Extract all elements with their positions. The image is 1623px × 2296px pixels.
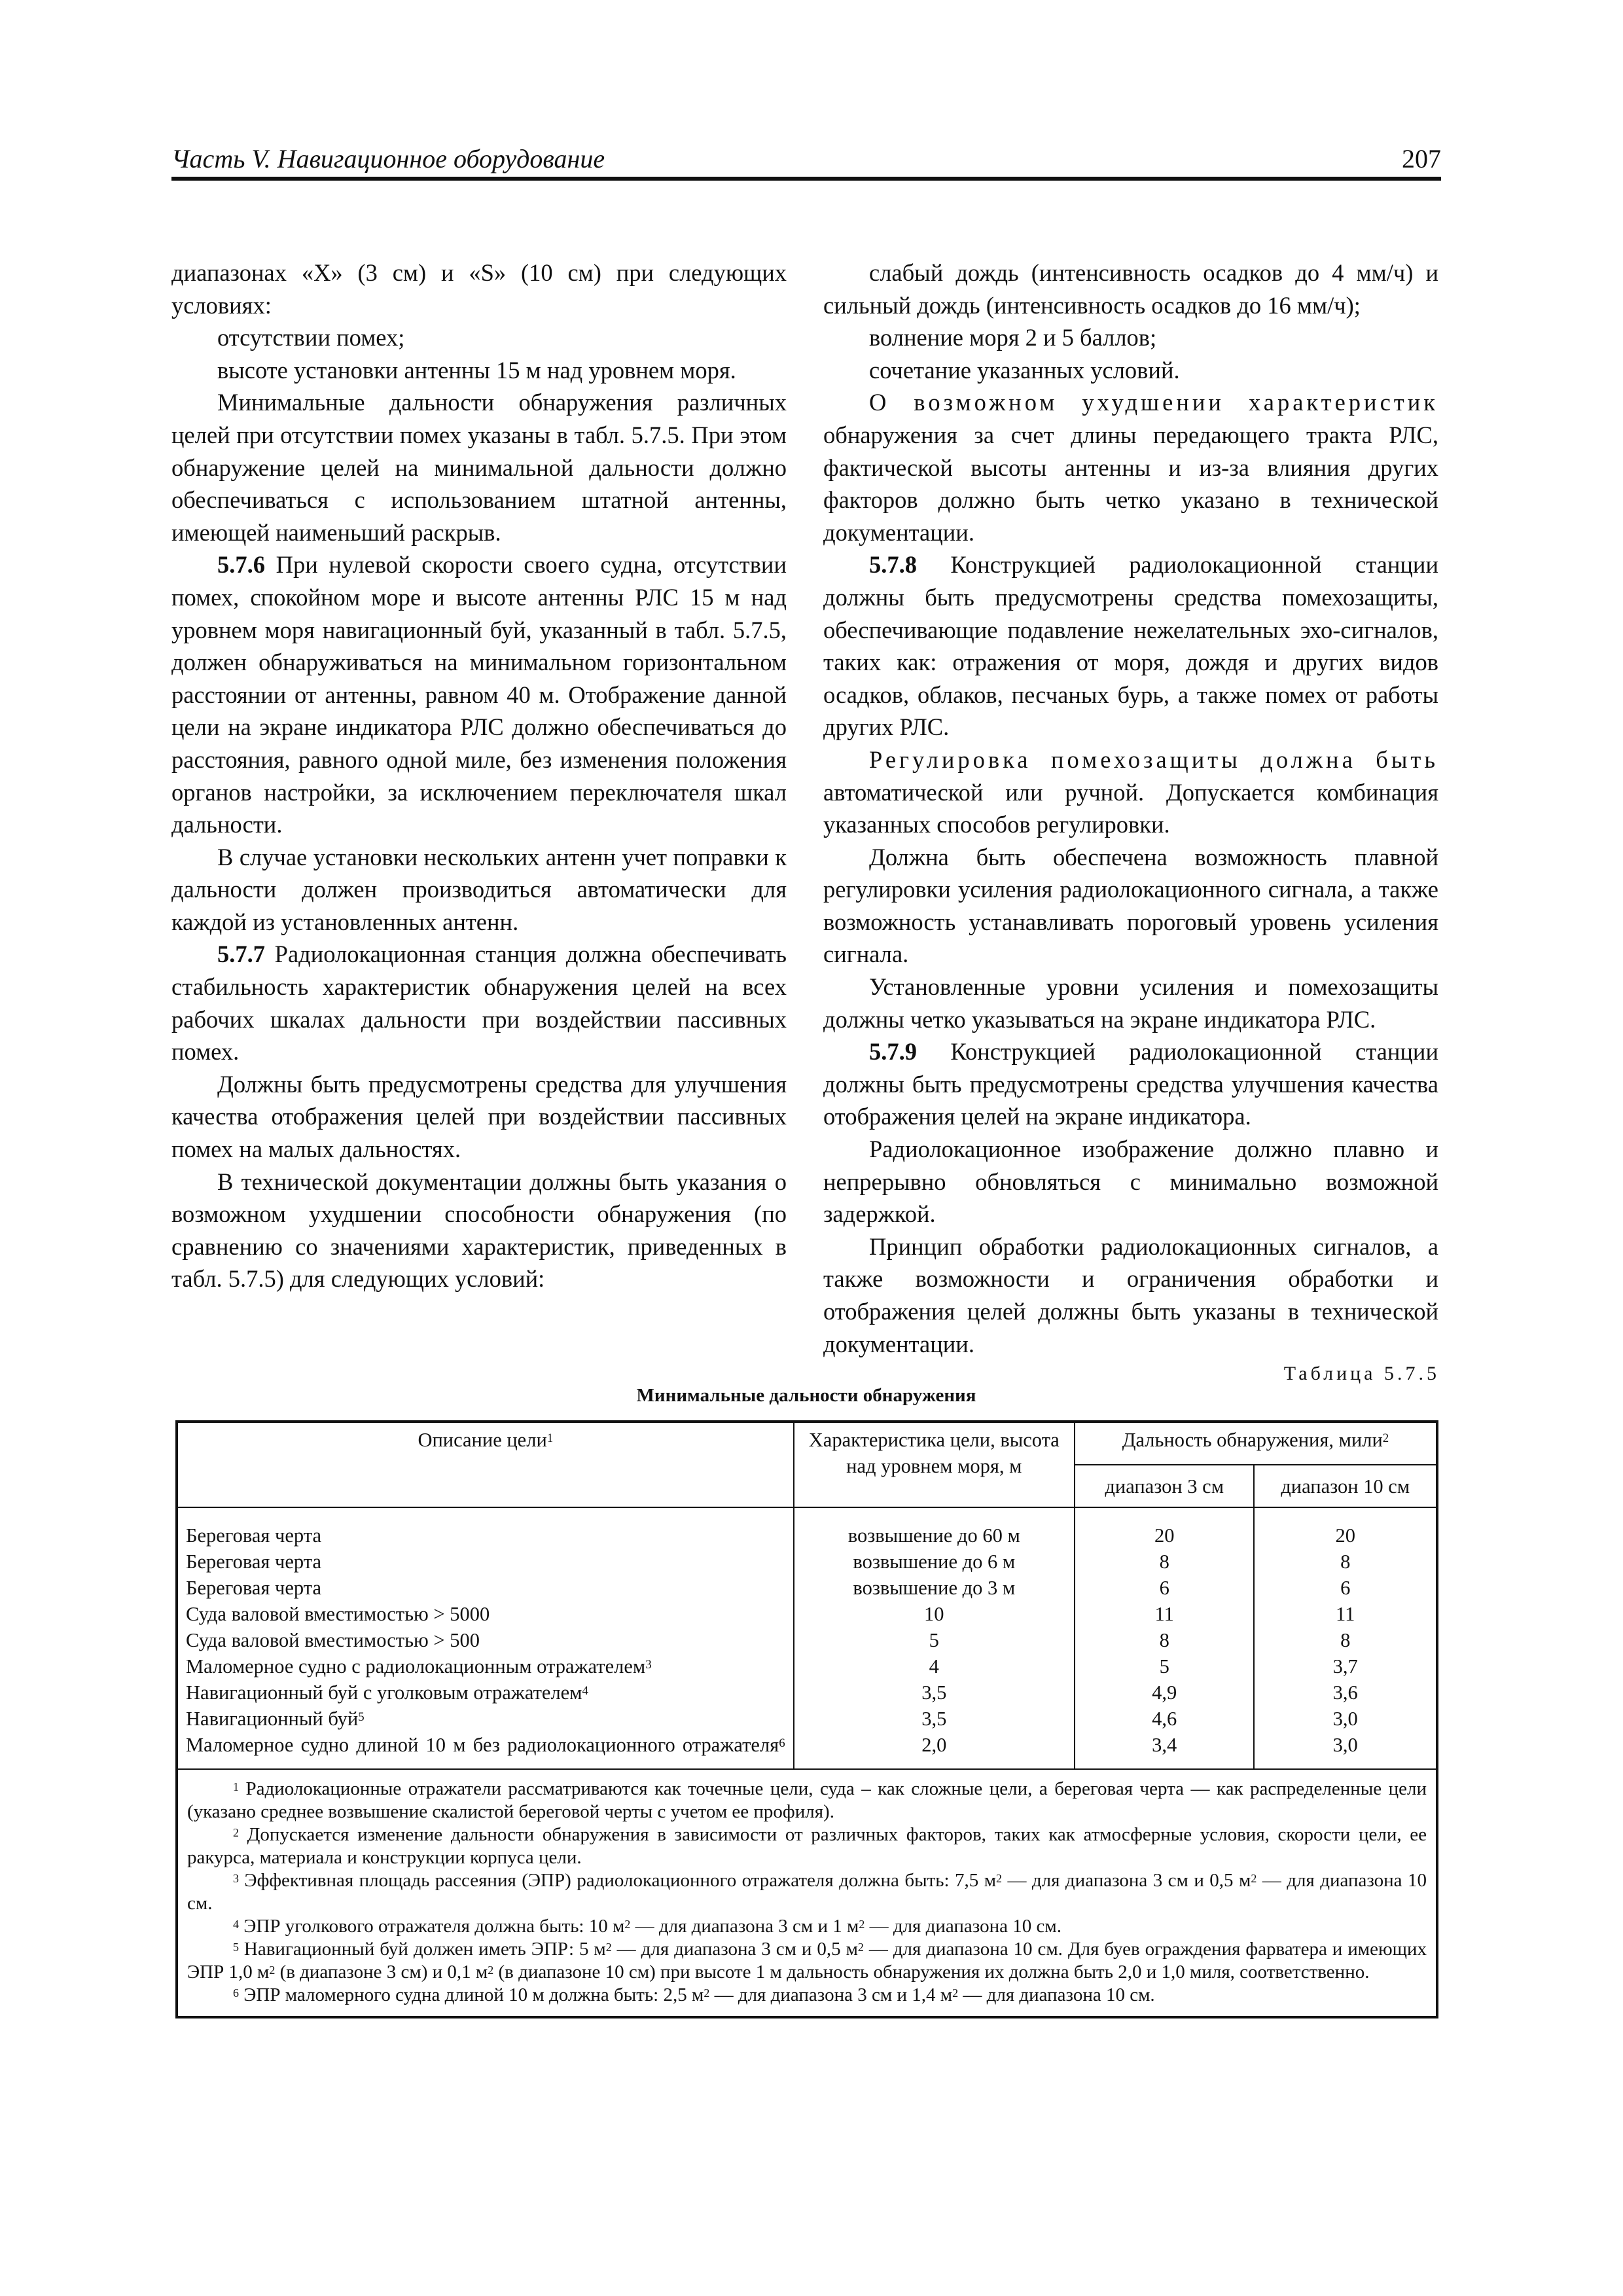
list-item: сочетание указанных условий. — [869, 356, 1180, 384]
target-description: Суда валовой вместимостью > 5000 — [186, 1603, 490, 1625]
target-description: Береговая черта — [186, 1524, 321, 1547]
paragraph — [823, 1035, 1438, 1133]
description-cell — [177, 1507, 794, 1769]
footnote: $^6$ ЭПР маломерного судна длиной 10 м должна быть: 2,5 $м^2$ — для диапазона 3 см и 1,4 $м^2$ — для диапазона 10 см. — [233, 1984, 1155, 2005]
table-title: Минимальные дальности обнаружения — [636, 1385, 976, 1406]
footnote: $^5$ Навигационный буй должен иметь ЭПР: 5 $м^2$ — для диапазона 3 см и 0,5 $м^2$ — для диапазона 10 см. Для буев ограждения фарватера и имеющих ЭПР 1,0 $м^2$ (в диапазоне 3 см) и 0,1 $м^2$ (в диапазоне 10 см) при высоте 1 м дальность обнаружения их должна быть 2,0 и 1,0 миля, соответственно. — [187, 1939, 1427, 1982]
header-range: Дальность обнаружения, мили$^2$ — [1075, 1422, 1437, 1465]
header-description: Описание цели$^1$ — [177, 1422, 794, 1507]
clause-text: Конструкцией радиолокационной станции должны быть предусмотрены средства улучшения качества отображения целей на экране индикатора. — [823, 1038, 1438, 1130]
table-footnotes — [177, 1769, 1437, 2017]
paragraph: Принцип обработки радиолокационных сигналов, а также возможности и ограничения обработки и отображения целей должны быть указаны в технической документации. — [823, 1232, 1438, 1357]
spaced-lead: О возможном ухудшении характеристик — [869, 389, 1438, 416]
band-3cm-cell: 20 8 6 11 8 5 4,9 4,6 3,4 — [1075, 1507, 1255, 1769]
clause-number: 5.7.7 — [217, 941, 265, 968]
paragraph: Установленные уровни усиления и помехозащиты должны четко указываться на экране индикатора РЛС. — [823, 973, 1438, 1033]
footnote: $^1$ Радиолокационные отражатели рассматриваются как точечные цели, суда – как сложные цели, а береговая черта — как распределенные цели (указано среднее возвышение скалистой береговой черты с учетом ее профиля). — [187, 1778, 1427, 1822]
detection-range-table — [175, 1420, 1438, 2018]
paragraph: Должны быть предусмотрены средства для улучшения качества отображения целей при воздействии пассивных помех на малых дальностях. — [171, 1070, 787, 1163]
list-item: слабый дождь (интенсивность осадков до 4 мм/ч) и сильный дождь (интенсивность осадков до 16 мм/ч); — [823, 259, 1438, 319]
target-description: Береговая черта — [186, 1577, 321, 1599]
clause-number: 5.7.8 — [869, 551, 917, 579]
paragraph — [171, 938, 787, 1067]
page-header — [171, 145, 1441, 181]
footnote: $^3$ Эффективная площадь рассеяния (ЭПР) радиолокационного отражателя должна быть: 7,5 $м^2$ — для диапазона 3 см и 0,5 $м^2$ — для диапазона 10 см. — [187, 1870, 1427, 1914]
list-item: волнение моря 2 и 5 баллов; — [869, 324, 1157, 351]
header-band-10cm: диапазон 10 см — [1254, 1465, 1437, 1507]
right-column — [823, 257, 1438, 1360]
target-description: Суда валовой вместимостью > 500 — [186, 1629, 480, 1651]
table-number: Таблица 5.7.5 — [1283, 1363, 1440, 1384]
paragraph: В случае установки нескольких антенн учет поправки к дальности должен производиться автоматически для каждой из установленных антенн. — [171, 843, 787, 935]
characteristic-cell: возвышение до 60 м возвышение до 6 м возвышение до 3 м 10 5 4 3,5 3,5 2,0 — [794, 1507, 1075, 1769]
clause-number: 5.7.6 — [217, 551, 265, 579]
clause-text: Радиолокационная станция должна обеспечивать стабильность характеристик обнаружения целей на всех рабочих шкалах дальности при воздействии пассивных помех. — [171, 941, 787, 1066]
paragraph: Радиолокационное изображение должно плавно и непрерывно обновляться с минимально возможной задержкой. — [823, 1136, 1438, 1228]
paragraph: Минимальные дальности обнаружения различных целей при отсутствии помех указаны в табл. 5.7.5. При этом обнаружение целей на минимальной дальности должно обеспечиваться с использованием штатной антенны, имеющей наименьший раскрыв. — [171, 389, 787, 546]
header-characteristic: Характеристика цели, высота над уровнем моря, м — [794, 1422, 1075, 1507]
paragraph: В технической документации должны быть указания о возможном ухудшении способности обнаружения (по сравнению со значениями характеристик, приведенных в табл. 5.7.5) для следующих условий: — [171, 1168, 787, 1293]
target-description: Маломерное судно с радиолокационным отражателем$^3$ — [186, 1655, 652, 1677]
paragraph-text: автоматической или ручной. Допускается комбинация указанных способов регулировки. — [823, 778, 1438, 838]
paragraph: диапазонах «X» (3 см) и «S» (10 см) при следующих условиях: — [171, 259, 787, 319]
band-10cm-cell: 20 8 6 11 8 3,7 3,6 3,0 3,0 — [1254, 1507, 1437, 1769]
clause-text: При нулевой скорости своего судна, отсутствии помех, спокойном море и высоте антенны РЛС 15 м над уровнем моря навигационный буй, указанный в табл. 5.7.5, должен обнаруживаться на минимальном горизонтальном расстоянии от антенны, равном 40 м. Отображение данной цели на экране индикатора РЛС должно обеспечиваться до расстояния, равного одной миле, без изменения положения органов настройки, за исключением переключателя шкал дальности. — [171, 551, 787, 838]
paragraph: Должна быть обеспечена возможность плавной регулировки усиления радиолокационного сигнала, а также возможность устанавливать пороговый уровень усиления сигнала. — [823, 843, 1438, 968]
header-band-3cm: диапазон 3 см — [1075, 1465, 1255, 1507]
target-description: Береговая черта — [186, 1551, 321, 1573]
page-number: 207 — [1402, 144, 1441, 173]
paragraph-text: обнаружения за счет длины передающего тракта РЛС, фактической высоты антенны и из-за влияния других факторов должно быть четко указано в технической документации. — [823, 421, 1438, 546]
list-item: высоте установки антенны 15 м над уровнем моря. — [217, 356, 736, 384]
target-description: Навигационный буй с уголковым отражателем$^4$ — [186, 1681, 588, 1704]
footnotes-row — [177, 1769, 1437, 2017]
target-description: Маломерное судно длиной 10 м без радиолокационного отражателя$^6$ — [186, 1734, 785, 1756]
left-column — [171, 257, 787, 1295]
footnote: $^2$ Допускается изменение дальности обнаружения в зависимости от различных факторов, таких как атмосферные условия, скорости цели, ее ракурса, материала и конструкции корпуса цели. — [187, 1824, 1427, 1868]
spaced-lead: Регулировка помехозащиты должна быть — [869, 745, 1438, 773]
table-body-row — [177, 1507, 1437, 1769]
paragraph — [823, 548, 1438, 744]
footnote: $^4$ ЭПР уголкового отражателя должна быть: 10 $м^2$ — для диапазона 3 см и 1 $м^2$ — для диапазона 10 см. — [233, 1916, 1061, 1937]
paragraph — [823, 386, 1438, 548]
running-title: Часть V. Навигационное оборудование — [171, 144, 605, 173]
paragraph — [823, 744, 1438, 841]
paragraph — [171, 548, 787, 840]
target-description: Навигационный буй$^5$ — [186, 1708, 365, 1730]
clause-number: 5.7.9 — [869, 1038, 917, 1066]
list-item: отсутствии помех; — [217, 324, 405, 351]
clause-text: Конструкцией радиолокационной станции должны быть предусмотрены средства помехозащиты, обеспечивающие подавление нежелательных эхо-сигналов, таких как: отражения от моря, дождя и других видов осадков, облаков, песчаных бурь, а также помех от работы других РЛС. — [823, 551, 1438, 741]
